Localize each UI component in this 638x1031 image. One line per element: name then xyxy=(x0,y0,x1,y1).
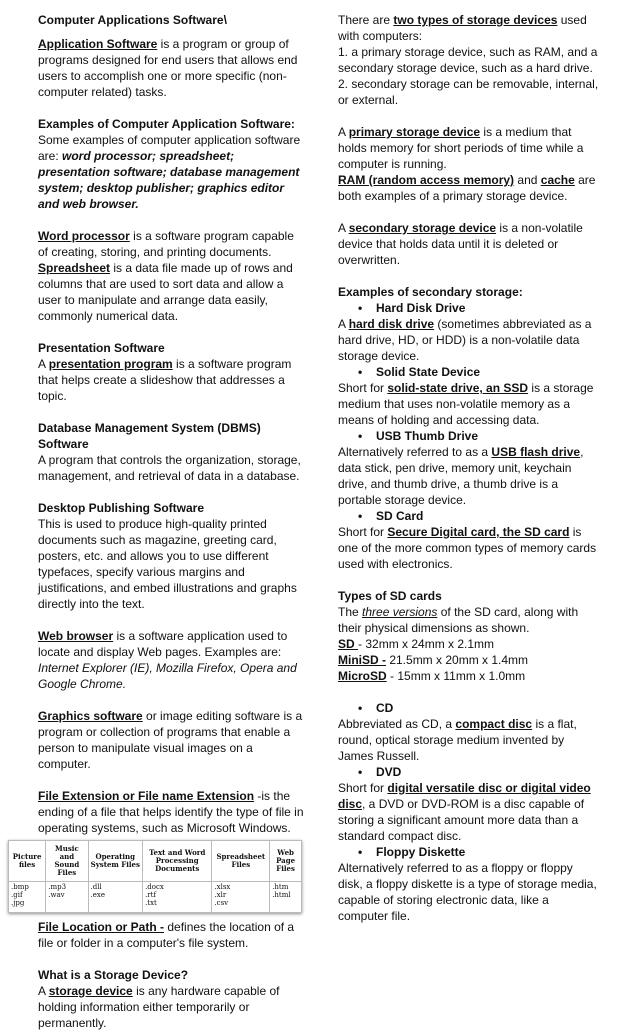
sd-paragraph: Short for Secure Digital card, the SD card is one of the more common types of memory cards used with electronics. xyxy=(338,525,597,571)
floppy-paragraph: Alternatively referred to as a floppy or floppy disk, a floppy diskette is a type of storage media, capable of storing electronic data, like a computer file. xyxy=(338,861,597,923)
table-cell: .xlsx .xlr .csv xyxy=(212,882,270,913)
floppy-bullet-list xyxy=(338,844,600,860)
secondary-examples-heading: Examples of secondary storage: xyxy=(338,285,523,299)
sd-types-paragraph: The three versions of the SD card, along with their physical dimensions as shown. xyxy=(338,605,579,635)
file-extension-table xyxy=(8,840,302,913)
table-cell: .bmp .gif .jpg xyxy=(9,882,46,913)
sd-size-row: MicroSD - 15mm x 11mm x 1.0mm xyxy=(338,669,526,683)
word-processor-paragraph: Word processor is a software program capable of creating, storing, and printing documents. xyxy=(38,229,294,259)
web-browser-paragraph: Web browser is a software application used to locate and display Web pages. Examples are: Internet Explorer (IE), Mozilla Firefox, Opera and Google Chrome. xyxy=(38,629,297,691)
table-header: Web Page Files xyxy=(270,841,302,882)
storage-device-paragraph: A storage device is any hardware capable of holding information either temporarily or permanently. xyxy=(38,984,280,1030)
table-header: Picture files xyxy=(9,841,46,882)
sd-bullet-list xyxy=(338,508,600,524)
list-item: • Hard Disk Drive xyxy=(338,300,600,316)
term: Application Software xyxy=(38,37,158,51)
ssd-paragraph: Short for solid-state drive, an SSD is a storage medium that uses non-volatile memory as a means of holding and accessing data. xyxy=(338,381,594,427)
file-location-paragraph: File Location or Path - defines the location of a file or folder in a computer's file system. xyxy=(38,920,295,950)
dvd-paragraph: Short for digital versatile disc or digital video disc, a DVD or DVD-ROM is a disc capable of storing a significant amount more data than a standard compact disc. xyxy=(338,781,591,843)
list-item: • USB Thumb Drive xyxy=(338,428,600,444)
list-item: • Solid State Device xyxy=(338,364,600,380)
ram-cache-paragraph: RAM (random access memory) and cache are both examples of a primary storage device. xyxy=(338,173,596,203)
table-cell: .htm .html xyxy=(270,882,302,913)
table-header: Text and Word Processing Documents xyxy=(143,841,212,882)
document-title: Computer Applications Software\ xyxy=(38,13,227,27)
table-header: Operating System Files xyxy=(88,841,143,882)
sd-size-row: SD - 32mm x 24mm x 2.1mm xyxy=(338,637,495,651)
cd-paragraph: Abbreviated as CD, a compact disc is a flat, round, optical storage medium invented by James Russell. xyxy=(338,717,577,763)
storage-types-paragraph: There are two types of storage devices used with computers: xyxy=(338,13,587,43)
ssd-bullet-list xyxy=(338,364,600,380)
desktop-publishing-heading: Desktop Publishing Software xyxy=(38,501,205,515)
examples-paragraph: Examples of Computer Application Software: Some examples of computer application software are: word processor; spreadsheet; presentation software; database management system; desktop publisher; graphics editor and web browser. xyxy=(38,117,301,211)
list-item: • SD Card xyxy=(338,508,600,524)
primary-storage-paragraph: A primary storage device is a medium that holds memory for short periods of time while a computer is running. xyxy=(338,125,584,171)
desktop-publishing-paragraph: This is used to produce high-quality printed documents such as magazine, greeting card, posters, etc. and allows you to use different typefaces, specify various margins and justifications, and embed illustrations and graphs directly into the text. xyxy=(38,517,297,611)
table-row xyxy=(9,882,302,913)
spreadsheet-paragraph: Spreadsheet is a data file made up of rows and columns that are used to sort data and allow a user to manipulate and arrange data easily, commonly numerical data. xyxy=(38,261,293,323)
file-extension-paragraph: File Extension or File name Extension -is the ending of a file that helps identify the type of file in operating systems, such as Microsoft Windows. xyxy=(38,789,304,835)
storage-types-item: 1. a primary storage device, such as RAM, and a secondary storage device, such as a hard drive. xyxy=(338,45,598,75)
table-cell: .mp3 .wav xyxy=(46,882,88,913)
storage-device-heading: What is a Storage Device? xyxy=(38,968,189,982)
left-column xyxy=(11,12,306,1031)
graphics-software-paragraph: Graphics software or image editing software is a program or collection of programs that enable a person to manipulate visual images on a computer. xyxy=(38,709,303,771)
hdd-paragraph: A hard disk drive (sometimes abbreviated as a hard drive, HD, or HDD) is a non-volatile data storage device. xyxy=(338,317,592,363)
presentation-paragraph: A presentation program is a software program that helps create a slideshow that addresses a topic. xyxy=(38,357,292,403)
list-item: • DVD xyxy=(338,764,600,780)
right-column xyxy=(338,12,600,924)
usb-bullet-list xyxy=(338,428,600,444)
list-item: • CD xyxy=(338,700,600,716)
secondary-storage-paragraph: A secondary storage device is a non-volatile device that holds data until it is deleted or overwritten. xyxy=(338,221,583,267)
table-header: Music and Sound Files xyxy=(46,841,88,882)
storage-types-item: 2. secondary storage can be removable, internal, or external. xyxy=(338,77,599,107)
cd-bullet-list xyxy=(338,700,600,716)
sd-size-row: MiniSD - 21.5mm x 20mm x 1.4mm xyxy=(338,653,529,667)
dbms-paragraph: A program that controls the organization, storage, management, and retrieval of data in a database. xyxy=(38,453,301,483)
sd-types-heading: Types of SD cards xyxy=(338,589,442,603)
table-cell: .dll .exe xyxy=(88,882,143,913)
usb-paragraph: Alternatively referred to as a USB flash drive, data stick, pen drive, memory unit, keychain drive, and thumb drive, a thumb drive is a portable storage device. xyxy=(338,445,584,507)
table-header: Spreadsheet Files xyxy=(212,841,270,882)
presentation-heading: Presentation Software xyxy=(38,341,165,355)
dbms-heading: Database Management System (DBMS) Software xyxy=(38,421,261,451)
application-software-paragraph: Application Software is a program or group of programs designed for end users that allows end users to accomplish one or more specific (non-computer related) tasks. xyxy=(38,37,298,99)
table-header-row xyxy=(9,841,302,882)
dvd-bullet-list xyxy=(338,764,600,780)
hdd-bullet-list xyxy=(338,300,600,316)
list-item: • Floppy Diskette xyxy=(338,844,600,860)
table-cell: .docx .rtf .txt xyxy=(143,882,212,913)
